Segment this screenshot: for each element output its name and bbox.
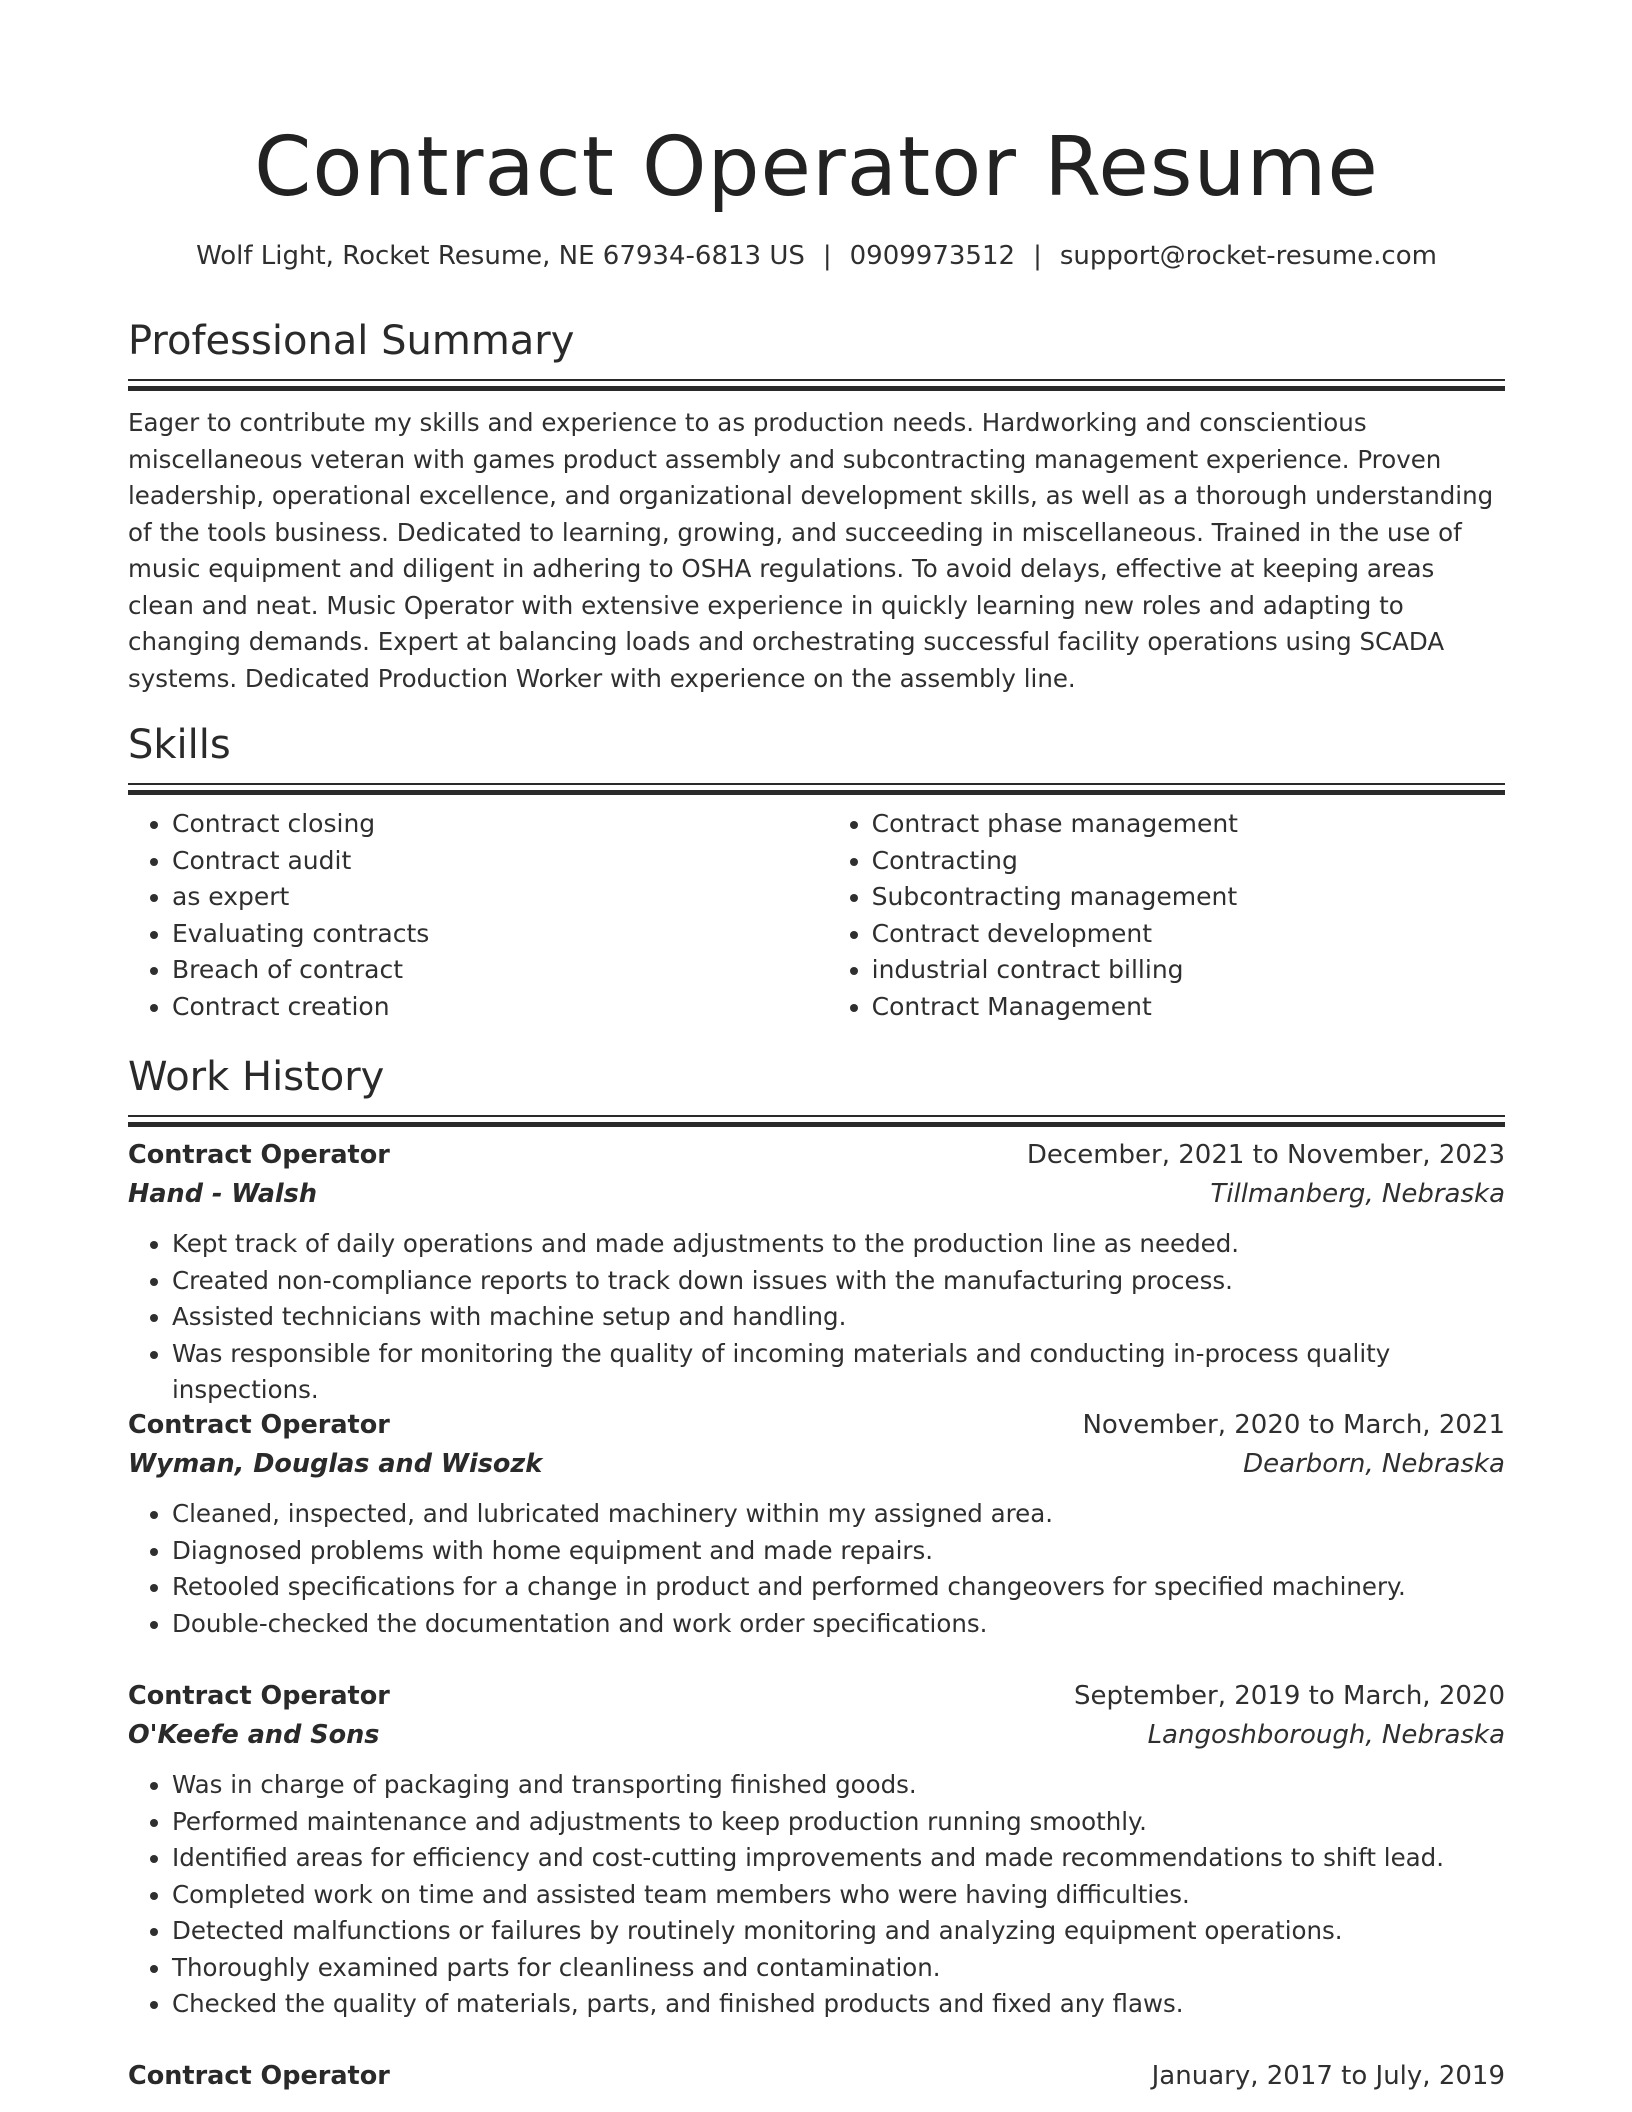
skills-heading: Skills (128, 722, 231, 768)
job-location: Dearborn, Nebraska (1243, 1449, 1505, 1479)
skill-item: • Contract creation (172, 989, 828, 1026)
contact-separator: | (1033, 241, 1042, 271)
job-bullet: • Retooled specifications for a change in product and performed changeovers for specified machinery. (172, 1569, 1505, 1606)
skill-item: • as expert (172, 879, 828, 916)
job-location: Langoshborough, Nebraska (1147, 1720, 1505, 1750)
section-divider (128, 1115, 1505, 1127)
job-subheader-row (128, 1174, 1505, 1214)
job-subheader-row (128, 1444, 1505, 1484)
job-dates: December, 2021 to November, 2023 (1026, 1140, 1505, 1170)
skill-item: • Contract audit (172, 843, 828, 880)
job-bullet: • Created non-compliance reports to track down issues with the manufacturing process. (172, 1263, 1505, 1300)
job-subheader-row (128, 1715, 1505, 1755)
job-bullets (128, 1226, 1505, 1409)
job-bullet: • Diagnosed problems with home equipment and made repairs. (172, 1533, 1505, 1570)
job-dates: September, 2019 to March, 2020 (1074, 1681, 1505, 1711)
job-header-row (128, 2057, 1505, 2095)
skill-item: • Subcontracting management (872, 879, 1505, 916)
job-bullets (128, 1496, 1505, 1642)
job-bullet: • Completed work on time and assisted team members who were having difficulties. (172, 1877, 1505, 1914)
job-title: Contract Operator (128, 1140, 390, 1170)
job-bullet: • Thoroughly examined parts for cleanliness and contamination. (172, 1950, 1505, 1987)
skill-item: • Breach of contract (172, 952, 828, 989)
skills-grid (128, 806, 1505, 1025)
skill-item: • Contract Management (872, 989, 1505, 1026)
job-entry (128, 1136, 1505, 1409)
job-dates: January, 2017 to July, 2019 (1151, 2061, 1505, 2091)
job-entry (128, 1677, 1505, 2023)
contact-email: support@rocket-resume.com (1059, 241, 1437, 271)
skills-section (128, 720, 1505, 1025)
job-bullet: • Double-checked the documentation and work order specifications. (172, 1606, 1505, 1643)
job-bullet: • Was in charge of packaging and transporting finished goods. (172, 1767, 1505, 1804)
skill-item: • Evaluating contracts (172, 916, 828, 953)
job-company: Wyman, Douglas and Wisozk (128, 1449, 543, 1479)
contact-separator: | (822, 241, 832, 271)
job-bullet: • Assisted technicians with machine setup and handling. (172, 1299, 1505, 1336)
job-entry (128, 1406, 1505, 1642)
job-bullet: • Checked the quality of materials, parts, and finished products and fixed any flaws. (172, 1986, 1505, 2023)
job-dates: November, 2020 to March, 2021 (1082, 1410, 1505, 1440)
section-divider (128, 379, 1505, 391)
skills-right-column (828, 806, 1505, 1025)
job-header-row (128, 1406, 1505, 1444)
contact-phone: 0909973512 (849, 241, 1016, 271)
skill-item: • industrial contract billing (872, 952, 1505, 989)
skill-item: • Contracting (872, 843, 1505, 880)
job-header-row (128, 1136, 1505, 1174)
job-title: Contract Operator (128, 1410, 390, 1440)
job-bullet: • Cleaned, inspected, and lubricated machinery within my assigned area. (172, 1496, 1505, 1533)
resume-title: Contract Operator Resume (254, 120, 1379, 215)
job-bullet: • Performed maintenance and adjustments to keep production running smoothly. (172, 1804, 1505, 1841)
job-header-row (128, 1677, 1505, 1715)
summary-section (128, 316, 1505, 697)
job-company: Hand - Walsh (128, 1179, 317, 1209)
job-bullet: • Identified areas for efficiency and cost-cutting improvements and made recommendations to shift lead. (172, 1840, 1505, 1877)
job-entry (128, 2057, 1505, 2095)
summary-heading: Professional Summary (128, 318, 575, 364)
job-location: Tillmanberg, Nebraska (1210, 1179, 1505, 1209)
summary-text: Eager to contribute my skills and experience to as production needs. Hardworking and conscientious miscellaneous veteran with games product assembly and subcontracting management experience. Proven leadership, operational excellence, and organizational development skills, as well as a thorough understanding of the tools business. Dedicated to learning, growing, and succeeding in miscellaneous. Trained in the use of music equipment and diligent in adhering to OSHA regulations. To avoid delays, effective at keeping areas clean and neat. Music Operator with extensive experience in quickly learning new roles and adapting to changing demands. Expert at balancing loads and orchestrating successful facility operations using SCADA systems. Dedicated Production Worker with experience on the assembly line. (128, 408, 1494, 693)
job-bullets (128, 1767, 1505, 2023)
contact-line (128, 238, 1505, 274)
work-history-heading: Work History (128, 1054, 385, 1100)
job-bullet: • Kept track of daily operations and made adjustments to the production line as needed. (172, 1226, 1505, 1263)
work-history-section (128, 1052, 1505, 1127)
skill-item: • Contract phase management (872, 806, 1505, 843)
job-company: O'Keefe and Sons (128, 1720, 380, 1750)
job-bullet: • Was responsible for monitoring the quality of incoming materials and conducting in-process quality inspections. (172, 1336, 1505, 1409)
job-title: Contract Operator (128, 1681, 390, 1711)
skill-item: • Contract closing (172, 806, 828, 843)
section-divider (128, 783, 1505, 795)
skill-item: • Contract development (872, 916, 1505, 953)
contact-address: Wolf Light, Rocket Resume, NE 67934-6813 US (196, 241, 805, 271)
job-bullet: • Detected malfunctions or failures by routinely monitoring and analyzing equipment operations. (172, 1913, 1505, 1950)
skills-left-column (128, 806, 828, 1025)
job-title: Contract Operator (128, 2061, 390, 2091)
